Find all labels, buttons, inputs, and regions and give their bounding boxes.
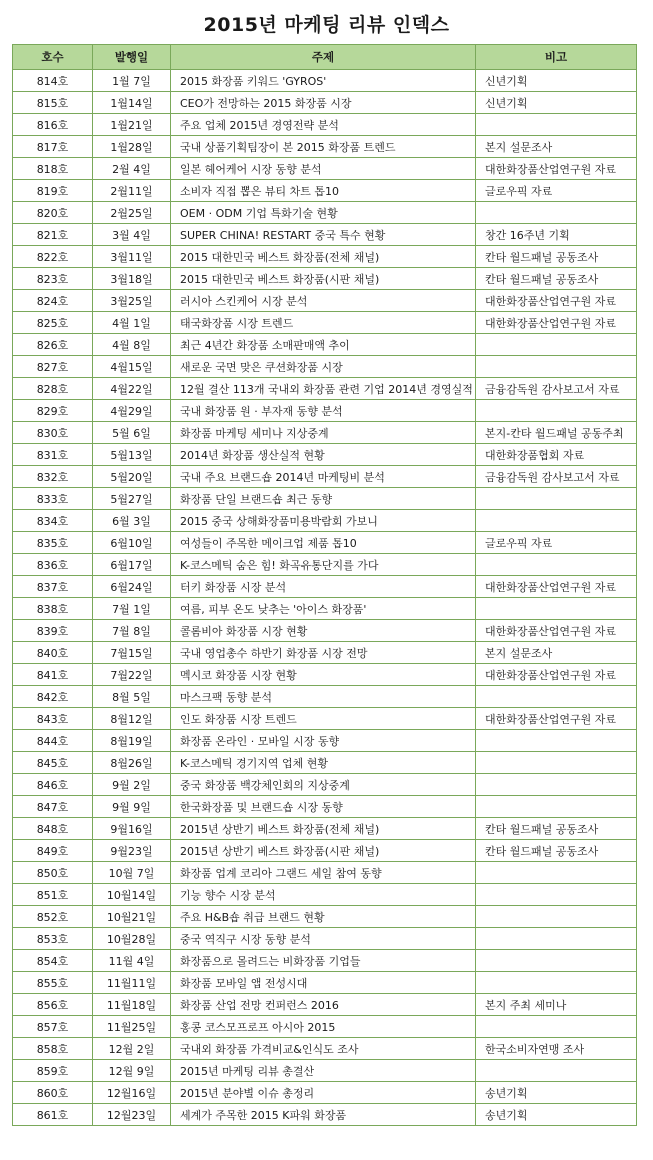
table-row [13, 928, 637, 950]
date-cell: 12월 2일 [93, 1038, 171, 1060]
issue-cell: 827호 [13, 356, 93, 378]
table-row [13, 246, 637, 268]
table-row [13, 114, 637, 136]
issue-cell: 840호 [13, 642, 93, 664]
topic-cell: 2014년 화장품 생산실적 현황 [171, 444, 476, 466]
table-row [13, 510, 637, 532]
topic-cell: 여성들이 주목한 메이크업 제품 톱10 [171, 532, 476, 554]
table-row [13, 950, 637, 972]
date-cell: 4월22일 [93, 378, 171, 400]
date-cell: 9월 2일 [93, 774, 171, 796]
index-table [12, 44, 637, 1126]
topic-cell: 여름, 피부 온도 낮추는 '아이스 화장품' [171, 598, 476, 620]
date-cell: 5월 6일 [93, 422, 171, 444]
issue-cell: 822호 [13, 246, 93, 268]
table-row [13, 422, 637, 444]
topic-cell: SUPER CHINA! RESTART 중국 특수 현황 [171, 224, 476, 246]
issue-cell: 824호 [13, 290, 93, 312]
table-row [13, 1082, 637, 1104]
table-row [13, 356, 637, 378]
note-cell: 대한화장품산업연구원 자료 [476, 576, 637, 598]
note-cell [476, 114, 637, 136]
issue-cell: 850호 [13, 862, 93, 884]
topic-cell: 멕시코 화장품 시장 현황 [171, 664, 476, 686]
note-cell: 대한화장품산업연구원 자료 [476, 620, 637, 642]
table-row [13, 1060, 637, 1082]
topic-cell: 화장품 산업 전망 컨퍼런스 2016 [171, 994, 476, 1016]
issue-cell: 826호 [13, 334, 93, 356]
date-cell: 7월 1일 [93, 598, 171, 620]
issue-cell: 821호 [13, 224, 93, 246]
date-cell: 10월21일 [93, 906, 171, 928]
topic-cell: 12월 결산 113개 국내외 화장품 관련 기업 2014년 경영실적 [171, 378, 476, 400]
note-cell: 본지 주최 세미나 [476, 994, 637, 1016]
topic-cell: 화장품 업계 코리아 그랜드 세일 참여 동향 [171, 862, 476, 884]
table-row [13, 400, 637, 422]
topic-cell: CEO가 전망하는 2015 화장품 시장 [171, 92, 476, 114]
date-cell: 5월20일 [93, 466, 171, 488]
topic-cell: 터키 화장품 시장 분석 [171, 576, 476, 598]
note-cell [476, 796, 637, 818]
table-row [13, 576, 637, 598]
column-header-date: 발행일 [93, 45, 171, 70]
table-row [13, 884, 637, 906]
issue-cell: 815호 [13, 92, 93, 114]
issue-cell: 847호 [13, 796, 93, 818]
topic-cell: K-코스메틱 숨은 힘! 화곡유통단지를 가다 [171, 554, 476, 576]
topic-cell: 국내 상품기획팀장이 본 2015 화장품 트렌드 [171, 136, 476, 158]
issue-cell: 823호 [13, 268, 93, 290]
issue-cell: 825호 [13, 312, 93, 334]
date-cell: 4월 1일 [93, 312, 171, 334]
note-cell [476, 752, 637, 774]
topic-cell: 국내 화장품 원 · 부자재 동향 분석 [171, 400, 476, 422]
note-cell [476, 686, 637, 708]
issue-cell: 853호 [13, 928, 93, 950]
issue-cell: 848호 [13, 818, 93, 840]
topic-cell: OEM · ODM 기업 특화기술 현황 [171, 202, 476, 224]
date-cell: 12월23일 [93, 1104, 171, 1126]
column-header-note: 비고 [476, 45, 637, 70]
topic-cell: 한국화장품 및 브랜드숍 시장 동향 [171, 796, 476, 818]
topic-cell: 국내외 화장품 가격비교&인식도 조사 [171, 1038, 476, 1060]
date-cell: 12월16일 [93, 1082, 171, 1104]
table-row [13, 180, 637, 202]
issue-cell: 838호 [13, 598, 93, 620]
topic-cell: 2015년 상반기 베스트 화장품(전체 채널) [171, 818, 476, 840]
note-cell [476, 774, 637, 796]
topic-cell: 중국 역직구 시장 동향 분석 [171, 928, 476, 950]
issue-cell: 833호 [13, 488, 93, 510]
table-row [13, 202, 637, 224]
note-cell [476, 202, 637, 224]
issue-cell: 859호 [13, 1060, 93, 1082]
issue-cell: 816호 [13, 114, 93, 136]
issue-cell: 851호 [13, 884, 93, 906]
note-cell [476, 884, 637, 906]
issue-cell: 814호 [13, 70, 93, 92]
date-cell: 8월 5일 [93, 686, 171, 708]
table-row [13, 158, 637, 180]
note-cell [476, 906, 637, 928]
issue-cell: 861호 [13, 1104, 93, 1126]
note-cell: 칸타 월드패널 공동조사 [476, 246, 637, 268]
issue-cell: 819호 [13, 180, 93, 202]
topic-cell: 2015년 분야별 이슈 총정리 [171, 1082, 476, 1104]
note-cell [476, 510, 637, 532]
issue-cell: 818호 [13, 158, 93, 180]
topic-cell: 일본 헤어케어 시장 동향 분석 [171, 158, 476, 180]
note-cell: 글로우픽 자료 [476, 532, 637, 554]
column-header-issue: 호수 [13, 45, 93, 70]
table-row [13, 334, 637, 356]
date-cell: 5월13일 [93, 444, 171, 466]
table-row [13, 664, 637, 686]
issue-cell: 837호 [13, 576, 93, 598]
date-cell: 3월18일 [93, 268, 171, 290]
topic-cell: 2015년 마케팅 리뷰 총결산 [171, 1060, 476, 1082]
issue-cell: 849호 [13, 840, 93, 862]
table-row [13, 862, 637, 884]
date-cell: 2월25일 [93, 202, 171, 224]
date-cell: 6월17일 [93, 554, 171, 576]
date-cell: 4월29일 [93, 400, 171, 422]
table-row [13, 488, 637, 510]
table-row [13, 752, 637, 774]
note-cell: 창간 16주년 기획 [476, 224, 637, 246]
note-cell: 대한화장품산업연구원 자료 [476, 290, 637, 312]
date-cell: 7월15일 [93, 642, 171, 664]
note-cell: 본지 설문조사 [476, 642, 637, 664]
topic-cell: 2015년 상반기 베스트 화장품(시판 채널) [171, 840, 476, 862]
date-cell: 8월19일 [93, 730, 171, 752]
date-cell: 12월 9일 [93, 1060, 171, 1082]
date-cell: 7월22일 [93, 664, 171, 686]
topic-cell: 중국 화장품 백강체인회의 지상중계 [171, 774, 476, 796]
topic-cell: 국내 주요 브랜드숍 2014년 마케팅비 분석 [171, 466, 476, 488]
note-cell: 칸타 월드패널 공동조사 [476, 840, 637, 862]
topic-cell: 2015 중국 상해화장품미용박람회 가보니 [171, 510, 476, 532]
page-title: 2015년 마케팅 리뷰 인덱스 [203, 14, 450, 36]
date-cell: 9월16일 [93, 818, 171, 840]
topic-cell: 화장품 단일 브랜드숍 최근 동향 [171, 488, 476, 510]
table-row [13, 1104, 637, 1126]
topic-cell: 주요 H&B숍 취급 브랜드 현황 [171, 906, 476, 928]
issue-cell: 860호 [13, 1082, 93, 1104]
table-row [13, 774, 637, 796]
note-cell [476, 598, 637, 620]
table-row [13, 532, 637, 554]
issue-cell: 858호 [13, 1038, 93, 1060]
issue-cell: 820호 [13, 202, 93, 224]
date-cell: 5월27일 [93, 488, 171, 510]
topic-cell: 소비자 직접 뽑은 뷰티 차트 톱10 [171, 180, 476, 202]
topic-cell: 최근 4년간 화장품 소매판매액 추이 [171, 334, 476, 356]
topic-cell: 러시아 스킨케어 시장 분석 [171, 290, 476, 312]
issue-cell: 854호 [13, 950, 93, 972]
table-row [13, 642, 637, 664]
topic-cell: 화장품 온라인 · 모바일 시장 동향 [171, 730, 476, 752]
date-cell: 1월14일 [93, 92, 171, 114]
note-cell: 본지 설문조사 [476, 136, 637, 158]
issue-cell: 831호 [13, 444, 93, 466]
table-row [13, 686, 637, 708]
issue-cell: 844호 [13, 730, 93, 752]
note-cell [476, 950, 637, 972]
date-cell: 2월11일 [93, 180, 171, 202]
table-row [13, 554, 637, 576]
table-row [13, 730, 637, 752]
note-cell [476, 334, 637, 356]
note-cell [476, 928, 637, 950]
note-cell [476, 554, 637, 576]
date-cell: 6월24일 [93, 576, 171, 598]
issue-cell: 846호 [13, 774, 93, 796]
issue-cell: 852호 [13, 906, 93, 928]
note-cell [476, 862, 637, 884]
topic-cell: 인도 화장품 시장 트렌드 [171, 708, 476, 730]
topic-cell: 2015 화장품 키워드 'GYROS' [171, 70, 476, 92]
note-cell [476, 488, 637, 510]
issue-cell: 857호 [13, 1016, 93, 1038]
date-cell: 6월 3일 [93, 510, 171, 532]
date-cell: 1월 7일 [93, 70, 171, 92]
date-cell: 9월23일 [93, 840, 171, 862]
date-cell: 6월10일 [93, 532, 171, 554]
note-cell [476, 400, 637, 422]
issue-cell: 841호 [13, 664, 93, 686]
issue-cell: 843호 [13, 708, 93, 730]
topic-cell: 세계가 주목한 2015 K파워 화장품 [171, 1104, 476, 1126]
note-cell: 금융감독원 감사보고서 자료 [476, 378, 637, 400]
table-row [13, 466, 637, 488]
issue-cell: 832호 [13, 466, 93, 488]
topic-cell: 홍콩 코스모프로프 아시아 2015 [171, 1016, 476, 1038]
date-cell: 10월 7일 [93, 862, 171, 884]
date-cell: 8월26일 [93, 752, 171, 774]
note-cell: 대한화장품산업연구원 자료 [476, 158, 637, 180]
date-cell: 3월25일 [93, 290, 171, 312]
column-header-topic: 주제 [171, 45, 476, 70]
note-cell [476, 1016, 637, 1038]
date-cell: 11월18일 [93, 994, 171, 1016]
issue-cell: 834호 [13, 510, 93, 532]
issue-cell: 845호 [13, 752, 93, 774]
table-row [13, 972, 637, 994]
date-cell: 7월 8일 [93, 620, 171, 642]
topic-cell: 기능 향수 시장 분석 [171, 884, 476, 906]
table-row [13, 796, 637, 818]
topic-cell: 2015 대한민국 베스트 화장품(전체 채널) [171, 246, 476, 268]
date-cell: 3월11일 [93, 246, 171, 268]
note-cell: 송년기획 [476, 1082, 637, 1104]
topic-cell: K-코스메틱 경기지역 업체 현황 [171, 752, 476, 774]
note-cell: 칸타 월드패널 공동조사 [476, 818, 637, 840]
note-cell: 대한화장품협회 자료 [476, 444, 637, 466]
table-row [13, 840, 637, 862]
note-cell [476, 1060, 637, 1082]
table-row [13, 312, 637, 334]
table-row [13, 290, 637, 312]
date-cell: 1월28일 [93, 136, 171, 158]
table-row [13, 268, 637, 290]
issue-cell: 835호 [13, 532, 93, 554]
topic-cell: 주요 업체 2015년 경영전략 분석 [171, 114, 476, 136]
table-row [13, 224, 637, 246]
topic-cell: 화장품으로 몰려드는 비화장품 기업들 [171, 950, 476, 972]
issue-cell: 828호 [13, 378, 93, 400]
note-cell [476, 972, 637, 994]
date-cell: 9월 9일 [93, 796, 171, 818]
topic-cell: 새로운 국면 맞은 쿠션화장품 시장 [171, 356, 476, 378]
issue-cell: 817호 [13, 136, 93, 158]
note-cell: 신년기획 [476, 70, 637, 92]
issue-cell: 855호 [13, 972, 93, 994]
table-row [13, 1016, 637, 1038]
topic-cell: 화장품 마케팅 세미나 지상중계 [171, 422, 476, 444]
note-cell: 본지-칸타 월드패널 공동주최 [476, 422, 637, 444]
issue-cell: 842호 [13, 686, 93, 708]
table-row [13, 620, 637, 642]
note-cell: 한국소비자연맹 조사 [476, 1038, 637, 1060]
table-row [13, 818, 637, 840]
table-row [13, 70, 637, 92]
date-cell: 8월12일 [93, 708, 171, 730]
note-cell: 송년기획 [476, 1104, 637, 1126]
note-cell: 신년기획 [476, 92, 637, 114]
note-cell: 대한화장품산업연구원 자료 [476, 312, 637, 334]
table-row [13, 1038, 637, 1060]
note-cell: 칸타 월드패널 공동조사 [476, 268, 637, 290]
issue-cell: 830호 [13, 422, 93, 444]
table-header-row [13, 45, 637, 70]
table-row [13, 708, 637, 730]
issue-cell: 856호 [13, 994, 93, 1016]
date-cell: 11월25일 [93, 1016, 171, 1038]
issue-cell: 829호 [13, 400, 93, 422]
date-cell: 10월28일 [93, 928, 171, 950]
issue-cell: 839호 [13, 620, 93, 642]
table-row [13, 444, 637, 466]
table-row [13, 92, 637, 114]
table-row [13, 994, 637, 1016]
topic-cell: 국내 영업총수 하반기 화장품 시장 전망 [171, 642, 476, 664]
topic-cell: 태국화장품 시장 트렌드 [171, 312, 476, 334]
date-cell: 11월 4일 [93, 950, 171, 972]
table-row [13, 598, 637, 620]
date-cell: 11월11일 [93, 972, 171, 994]
note-cell: 글로우픽 자료 [476, 180, 637, 202]
date-cell: 2월 4일 [93, 158, 171, 180]
date-cell: 4월15일 [93, 356, 171, 378]
date-cell: 10월14일 [93, 884, 171, 906]
topic-cell: 화장품 모바일 앱 전성시대 [171, 972, 476, 994]
note-cell: 금융감독원 감사보고서 자료 [476, 466, 637, 488]
table-row [13, 378, 637, 400]
note-cell: 대한화장품산업연구원 자료 [476, 708, 637, 730]
table-row [13, 136, 637, 158]
date-cell: 4월 8일 [93, 334, 171, 356]
table-row [13, 906, 637, 928]
note-cell: 대한화장품산업연구원 자료 [476, 664, 637, 686]
topic-cell: 콜롬비아 화장품 시장 현황 [171, 620, 476, 642]
issue-cell: 836호 [13, 554, 93, 576]
note-cell [476, 730, 637, 752]
note-cell [476, 356, 637, 378]
date-cell: 1월21일 [93, 114, 171, 136]
date-cell: 3월 4일 [93, 224, 171, 246]
topic-cell: 2015 대한민국 베스트 화장품(시판 채널) [171, 268, 476, 290]
topic-cell: 마스크팩 동향 분석 [171, 686, 476, 708]
